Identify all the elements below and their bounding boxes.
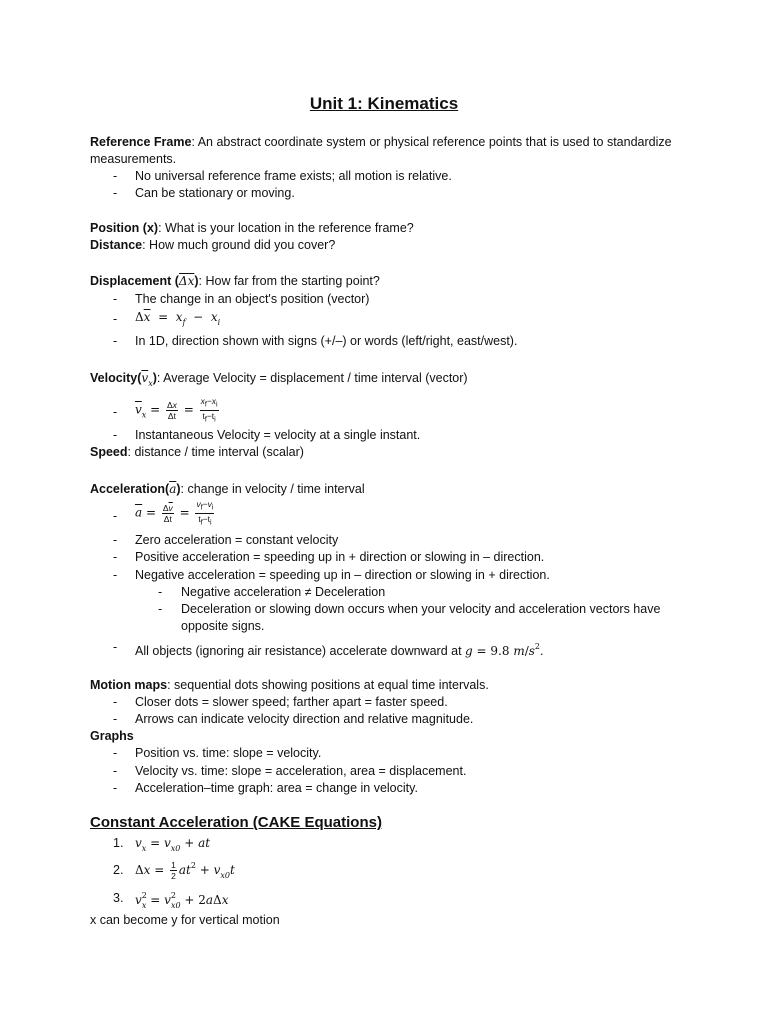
list-item: Negative acceleration = speeding up in – direction or slowing in + direction. <box>135 568 550 582</box>
list-item: The change in an object's position (vector) <box>135 292 370 306</box>
cake-equation-2: Δx = $\frac{1}{2}$ $at^2 + v_{x0}t$ <box>135 860 235 882</box>
list-item: Acceleration–time graph: area = change in velocity. <box>135 781 418 795</box>
bullet-dash: - <box>113 312 118 326</box>
list-item: Position vs. time: slope = velocity. <box>135 746 322 760</box>
velocity-definition <box>90 370 468 392</box>
bullet-dash: - <box>113 533 118 547</box>
bullet-dash: - <box>113 712 118 726</box>
list-item: Arrows can indicate velocity direction and relative magnitude. <box>135 712 474 726</box>
displacement-symbol: $\overline{\Delta x}$ <box>178 274 195 288</box>
distance-text: : How much ground did you cover? <box>142 238 336 252</box>
velocity-symbol-sub: x <box>148 379 153 388</box>
sub-bullet-dash: - <box>158 585 163 599</box>
equation-number: 2. <box>113 863 124 877</box>
motion-maps-definition <box>90 677 489 693</box>
bullet-dash: - <box>113 550 118 564</box>
bullet-dash: - <box>113 781 118 795</box>
equation-number: 1. <box>113 836 124 850</box>
speed-term: Speed <box>90 445 128 459</box>
displacement-formula: $\Delta\overline{x} = x_f - x_i$ <box>135 310 221 327</box>
list-item: Closer dots = slower speed; farther apart = faster speed. <box>135 695 448 709</box>
bullet-dash: - <box>113 640 118 654</box>
speed-text: : distance / time interval (scalar) <box>127 445 304 459</box>
position-text: : What is your location in the reference frame? <box>158 221 414 235</box>
motion-maps-text: : sequential dots showing positions at equal time intervals. <box>167 678 489 692</box>
sub-list-item: Deceleration or slowing down occurs when your velocity and acceleration vectors have <box>181 602 661 616</box>
gravity-item: All objects (ignoring air resistance) accelerate downward at g = 9.8 $m/s^2$. <box>135 642 544 658</box>
page-title: Unit 1: Kinematics <box>309 94 459 113</box>
sub-list-item-cont: opposite signs. <box>181 619 265 633</box>
cake-heading: Constant Acceleration (CAKE Equations) <box>90 814 382 831</box>
reference-frame-text-cont: measurements. <box>90 152 177 166</box>
list-item: Zero acceleration = constant velocity <box>135 533 339 547</box>
acceleration-term-suffix: ) <box>176 482 181 496</box>
distance-term: Distance <box>90 238 143 252</box>
displacement-text: : How far from the starting point? <box>198 274 380 288</box>
velocity-term-prefix: Velocity( <box>90 371 142 385</box>
list-item: Can be stationary or moving. <box>135 186 295 200</box>
cake-note: x can become y for vertical motion <box>90 913 280 927</box>
cake-equation-3: $v^2_x = v^2_{x0} + 2a\Delta x$ <box>135 891 229 910</box>
cake-equation-1: $v_x = v_{x0}$ + at <box>135 836 211 853</box>
motion-maps-term: Motion maps <box>90 678 168 692</box>
reference-frame-term: Reference Frame <box>90 135 192 149</box>
distance-definition <box>90 237 335 253</box>
bullet-dash: - <box>113 746 118 760</box>
acceleration-symbol: $\overline{a}$ <box>169 482 177 496</box>
list-item: Positive acceleration = speeding up in + direction or slowing in – direction. <box>135 550 545 564</box>
bullet-dash: - <box>113 695 118 709</box>
equation-number: 3. <box>113 891 124 905</box>
sub-list-item: Negative acceleration ≠ Deceleration <box>181 585 386 599</box>
acceleration-formula: $\overline{a}$ = $\frac{\Delta\overline{v}}{\Delta t}$ = $\frac{v_f-v_i}{t_f-t_i}$ <box>135 499 214 527</box>
bullet-dash: - <box>113 169 118 183</box>
bullet-dash: - <box>113 568 118 582</box>
bullet-dash: - <box>113 405 118 419</box>
position-term: Position (x) <box>90 221 159 235</box>
acceleration-term-prefix: Acceleration( <box>90 482 170 496</box>
acceleration-definition <box>90 481 365 497</box>
displacement-definition <box>90 273 380 289</box>
bullet-dash: - <box>113 428 118 442</box>
speed-definition <box>90 444 304 460</box>
sub-bullet-dash: - <box>158 602 163 616</box>
displacement-term-prefix: Displacement ( <box>90 274 179 288</box>
bullet-dash: - <box>113 186 118 200</box>
velocity-text: : Average Velocity = displacement / time interval (vector) <box>156 371 468 385</box>
bullet-dash: - <box>113 334 118 348</box>
reference-frame-definition <box>90 134 672 150</box>
position-definition <box>90 220 414 236</box>
acceleration-text: : change in velocity / time interval <box>180 482 365 496</box>
velocity-formula: $\overline{v}_x$ = $\frac{\Delta x}{\Delta t}$ = $\frac{x_f-x_i}{t_f-t_i}$ <box>135 396 218 424</box>
gravity-text: All objects (ignoring air resistance) accelerate downward at <box>135 644 462 658</box>
list-item: No universal reference frame exists; all motion is relative. <box>135 169 452 183</box>
velocity-symbol: $\overline{v}$ <box>141 371 149 385</box>
bullet-dash: - <box>113 292 118 306</box>
list-item: Velocity vs. time: slope = acceleration, area = displacement. <box>135 764 467 778</box>
list-item: Instantaneous Velocity = velocity at a single instant. <box>135 428 421 442</box>
bullet-dash: - <box>113 509 118 523</box>
velocity-term-suffix: ) <box>152 371 157 385</box>
list-item: In 1D, direction shown with signs (+/–) or words (left/right, east/west). <box>135 334 518 348</box>
reference-frame-text: : An abstract coordinate system or physical reference points that is used to standardize <box>191 135 672 149</box>
graphs-heading: Graphs <box>90 729 134 743</box>
bullet-dash: - <box>113 764 118 778</box>
displacement-term-suffix: ) <box>194 274 199 288</box>
